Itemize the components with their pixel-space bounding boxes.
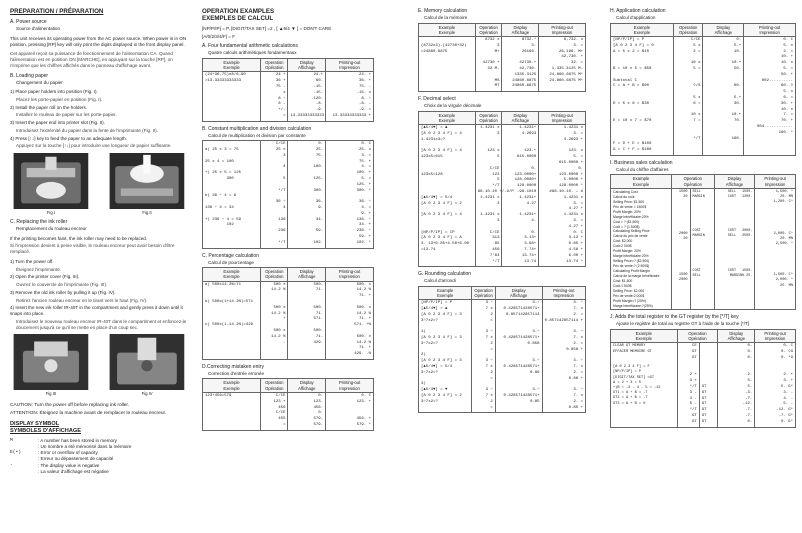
section-a-heading-fr: Quatre calculs arithmétiques fondamentaux	[208, 50, 297, 56]
loading-paper-steps	[10, 89, 188, 149]
cell-display: 0. 25. 75. 100. 125. 300. 36. 9. 34. 59. 102.	[288, 141, 326, 248]
cell-display: SELL 1500. COST 1200. COST 2000. SELL 2500. COST 1500. MARGIN% 25.	[714, 188, 755, 310]
symbol-desc-fr: : Erreur ou dépassement de capacité	[38, 456, 114, 462]
cell-display: 0. 5.+ 10. 10.+ 50. 60. 5.+ 30. 10.+ 70. 160.	[703, 37, 744, 156]
section-f-heading: F. Decimal select	[418, 96, 456, 103]
col-header: Operation Opération	[677, 329, 718, 343]
ink-roller-steps	[10, 259, 188, 330]
col-header: Operation Opération	[261, 379, 288, 393]
cell-printout: 24. + 36. + 75. - -15. x 8. ÷ -8. - -9. = 13.33333333333 +	[326, 72, 374, 121]
section-a-heading: A. Four fundamental arithmetic calculations	[202, 43, 298, 50]
column-operation-examples	[202, 8, 374, 530]
symbol-desc-fr: : La valeur d'affichage est négative	[38, 468, 109, 474]
printer-cover-illustration	[10, 334, 92, 390]
col-header: Display Affichage	[288, 58, 326, 72]
col-header: Example Exemple	[611, 175, 672, 189]
section-g-heading-fr: Calcul d'arrondi	[424, 278, 456, 284]
section-h-heading: H. Application calculation	[610, 8, 666, 14]
col-header: Example Exemple	[203, 58, 261, 72]
col-header: Example Exemple	[611, 329, 678, 343]
table-correcting	[202, 378, 374, 430]
cell-example: [▲5/4▼] = ▲ [A 0 2 3 4 F] = 4 1.4231x3=? [A 0 2 3 4 F] = 4 123x5=615 123x5=128 [▲5/4▼] = 5/4 [A 0 2 3 4 F] = 2 [A 0 2 3 4 F] = 4 [NP/P/IP] = IP [A 0 2 3 4 F] = A 3. 13+0.85+4.56+6.00 =13.74	[419, 125, 476, 267]
col-header: Operation Opération	[673, 23, 703, 37]
table-row	[203, 141, 374, 248]
table-row	[611, 188, 796, 310]
cell-example: [NP/P/IP] = P [▲5/4▼] = ▲ [A 0 2 3 4 F] = 3 3÷7x2=? 1) [A 0 2 3 4 F] = 3 3÷7x2=? 2) [A 0 2 3 4 F] = 3 [▲5/4▼] = 5/4 3÷7x2=? 3) [▲5/4▼] = ▼ [A 0 2 3 4 F] = 2 3÷7x2=?	[419, 300, 472, 413]
symbol-key: -	[10, 462, 13, 468]
section-i-heading: I. Business sales calculation	[610, 159, 673, 166]
calculator-paper-holder-illustration	[10, 153, 92, 209]
table-memory	[418, 23, 586, 93]
cell-printout: 0. C 5. x 2. = 10. + 10. x 5. = 50. + 002.......... 60. ◊ 5. x 6. = 30. + 10. x 7. = 70. + 004............ 160. *	[744, 37, 796, 156]
col-header: Example Exemple	[419, 286, 472, 300]
section-i-heading-fr: Calcul du chiffre d'affaires	[616, 166, 669, 172]
cell-operation: C/CE 5 x 2 = 10 x 5 = ◊/S 5 x 6 = 10 x 7 = */T	[673, 37, 703, 156]
step: 4) Press [↑↓] key to feed the paper to an adequate length.	[10, 135, 127, 141]
table-four-fundamental	[202, 58, 374, 122]
col-header: Display Affichage	[495, 286, 542, 300]
step-fr: Installez le rouleau de papier sur les porte-papier.	[16, 112, 117, 118]
figure-caption: Fig.III	[45, 391, 57, 397]
figure-2	[106, 153, 188, 215]
cell-operation: 24 + 36 + 75 - x 8 ÷ 6 - +/- =	[261, 72, 288, 121]
symbol-key: E(•)	[10, 450, 22, 456]
cell-operation: 3 ÷ 7 x 2 = 3 ÷ 7 x 2 = 3 ÷ 7 x 2 = 3 ÷ 7 x 2 =	[472, 300, 495, 413]
col-header: Display Affichage	[718, 329, 755, 343]
step-fr: Introduisez le nouveau rouleau encreur IR-40T dans le compartiment et enfoncez-le doucement jusqu'à ce qu'il se mette en place d'un coup sec.	[16, 318, 187, 330]
cell-operation: 500 x 14.2 % 500 x 14.2 % + 500 x 14.2 % -	[261, 281, 288, 359]
symbol-row	[10, 463, 188, 474]
column-preparation	[10, 8, 188, 530]
power-source-text-fr: Cet appareil reçoit sa puissance de fonctionnement de l'alimentation CA. Quand l'alimentation est en position ON [MARCHE], en appuyant sur la touche [RP], on n'imprime que les chiffres affichés dans le panneau d'affichage avant.	[10, 51, 173, 68]
table-row	[419, 125, 586, 267]
cell-display: 24.+ 60. -15. -15. -120. -8. -9. 13.33333333333	[288, 72, 326, 121]
step: 2) Open the printer cover (Fig. III).	[10, 274, 80, 280]
cell-printout: 3. ÷ 7. x 2. = 0.857142857114 + 3. ÷ 7. x 2. = 0.858 + 3. ÷ 7. x 2. = 0.86 + 3. ÷ 7. x 2. = 0.85 +	[542, 300, 585, 413]
table-constant	[202, 140, 374, 248]
cell-example: 123+456=579	[203, 392, 261, 430]
cell-operation: 8732 x 3 M+ 42730 + 32 M- MS MT	[475, 37, 502, 92]
figures-top	[10, 153, 188, 215]
caution-text-fr: ATTENTION: Éteignez la machine avant de remplacer le rouleau encreur.	[10, 410, 167, 416]
step-fr: Retirez l'ancien rouleau encreur en le tirant vers le haut (Fig. IV).	[16, 297, 148, 303]
table-row	[203, 281, 374, 359]
cell-printout: 1.4231 x 3. = 4.2693 + 123. x 5. = 615.0000 + 0. 123.0000 + 5.0000 + 128.0000 * #98.10.10. — # 1.4231 x 3. = 4.27 + 1.4231 x 3. = 4.27 + 0. C 3.13 + 0.85 + 4.56 + 6.00 + 13.74 *	[539, 125, 586, 267]
figure-caption: Fig.IV	[141, 391, 153, 397]
col-header: Operation Opération	[261, 58, 288, 72]
table-business-sales	[610, 174, 796, 310]
loading-paper-heading-fr: Changement du papier	[16, 79, 63, 85]
examples-title: OPERATION EXAMPLES	[202, 8, 275, 15]
cell-example: a) 25 x 3 = 75 25 x 4 = 100 +) 25 x 5 = 125 300 b) 36 ÷ 4 = 9 136 ÷ 4 = 34 +) 236 ÷ 4 = 59 102	[203, 141, 261, 248]
section-c-heading-fr: Calcul de pourcentage	[208, 259, 254, 265]
step: 4) Insert the new ink roller IR-40T in the compartment and gently press it down until it snaps into place.	[10, 305, 183, 317]
display-symbol-title: DISPLAY SYMBOL	[10, 420, 60, 427]
cell-example: a) 500x14.2%=71 b) 500x(1+14.2%)=571 c) 500x(1-14.2%)=429	[203, 281, 261, 359]
col-header: Printing-out Impression	[326, 58, 374, 72]
column-memory-decimal-rounding	[418, 8, 586, 530]
table-row	[419, 37, 586, 92]
figure-1	[10, 153, 92, 215]
power-source-text: This unit receives its operating power from the AC power source. When power is in ON position, pressing [RP] key will only print the digits displayed in the front display panel.	[10, 35, 187, 47]
col-header: Operation Opération	[672, 175, 715, 189]
step-fr: Placez les porte-papier en position (Fig. I).	[16, 96, 103, 102]
cell-display: 1.4231+ 4.2693 123.+ 615.0000 0. 123.0000+ 128.0000+ 128.0000 -98.1010 1.4231+ 4.27 1.4231+ 4. 0. 3.13+ 3.98+ 7.74+ 13.74+ 13.74	[502, 125, 539, 267]
step-fr: Introduisez l'extrémité du papier dans la fente de l'imprimante (Fig. II).	[16, 127, 158, 133]
section-f-heading-fr: Choix de la virgule décimale	[424, 103, 482, 109]
cell-display: 500. 71. 500. 71. 571. 500. 71. 429.	[288, 281, 326, 359]
section-d-heading: D.Correcting mistaken entry	[202, 363, 264, 370]
ink-roller-removal-illustration	[106, 334, 188, 390]
col-header: Operation Opération	[475, 23, 502, 37]
cell-example: [NP/P/IP] = P [A 0 2 3 4 F] = 0 A = 5 x 2 = $10 B = 10 x 5 = $50 Subtotal C C = A + B = $60 D = 5 x 6 = $30 E = 10 x 7 = $70 F = D + E = $100 G = C + F = $160	[611, 37, 674, 156]
step: 3) Insert the paper end into printer slot (Fig. II).	[10, 120, 105, 126]
col-header: Printing-out Impression	[744, 23, 796, 37]
col-header: Display Affichage	[288, 268, 326, 282]
col-header: Printing-out Impression	[326, 379, 374, 393]
cell-printout: 8,732. x 3. = 26,196. M+ 42,730. + 32. = 1,335.3125 M- 24,860.6875 M* 24,860.6875 M*	[539, 37, 586, 92]
cell-printout: 1,500. * 20. M% 1,200. C* 2,000. C* 20. M% 2,500. * 1,500. C* 2,000. * 25. M%	[755, 188, 796, 310]
col-header: Display Affichage	[288, 379, 326, 393]
paper-insert-illustration	[106, 153, 188, 209]
power-source-heading: A. Power source	[10, 19, 47, 26]
loading-paper-heading: B. Loading paper	[10, 72, 49, 79]
cell-key: SELL MARGIN COST MARGIN COST SELL	[690, 188, 714, 310]
cell-operation: C/CE 123 + 456 C/CE 455 =	[261, 392, 288, 430]
figure-caption: Fig.I	[46, 209, 56, 215]
figure-caption: Fig.II	[142, 209, 152, 215]
col-header: Printing-out Impression	[755, 175, 796, 189]
section-e-heading: E. Memory calculation	[418, 8, 468, 14]
cell-example: (8732x3)-(42730+32) =24860.6875	[419, 37, 476, 92]
preparation-title: PREPARATION / PRÉPARATION	[10, 8, 104, 15]
col-header: Display Affichage	[703, 23, 744, 37]
cell-operation: 1.4231 x 3 123 x 5 C/CE 123 5 */T 98.10.10 +/-#/P 1.4231 x 3 1.4231 x 3 C/CE 313 85 456 7'84 */T	[475, 125, 502, 267]
cell-printout: 0. C 25. x 3. = 75. + 4. = 100. + 5. = 125. + 300. * 36. ÷ 4. = 9. + 136. ÷ 34. + 236. ÷ 59. + 102. *	[326, 141, 374, 248]
cell-key: GT GT GT GT GT GT GT	[699, 343, 718, 427]
caution-block	[10, 403, 188, 417]
step-fr: Ouvrez le couvercle de l'imprimante (Fig. III).	[16, 282, 108, 288]
figure-3	[10, 334, 92, 396]
cell-example: CLEAR GT MEMORY EFFACER MEMOIRE GT [A 0 2 3 4 F] = F [NP/P/IP] = P [DIGIT/TAX SET] =GT A = 2 + 3 = 5 +)B = -3 - 4 - 5 = -12 GT1 = A + B = -7 GT2 = A + B = -7 GT3 = A + B = 0	[611, 343, 678, 427]
col-header: Example Exemple	[611, 23, 674, 37]
cell-printout: 0. C 0. ◊G 0. *G 2. + 3. + 5. G* 3. - 4. - 5. - -12. G* -7. G* 0. G*	[755, 343, 796, 427]
section-d-heading-fr: Correction d'entrée erronée	[208, 370, 265, 376]
col-header: Display Affichage	[714, 175, 755, 189]
col-header: Operation Opération	[475, 111, 502, 125]
section-b-heading: B. Constant multiplication and division calculation	[202, 125, 312, 132]
ink-roller-text: If the printing becomes faint, the ink roller may need to be replaced.	[10, 235, 148, 241]
col-header: Printing-out Impression	[326, 268, 374, 282]
symbol-list	[10, 438, 188, 474]
ink-roller-heading-fr: Remplacement du rouleau encreur	[16, 226, 87, 232]
step-fr: Éteignez l'imprimante.	[16, 266, 62, 272]
symbol-desc-fr: : Un nombre a été mémorisé dans la mémoire	[38, 443, 132, 449]
cell-operation: C/CE 25 x 3 4 5 */T 36 ÷ 4 136 236 */T	[261, 141, 288, 248]
symbol-desc: : The display value is negative	[38, 462, 100, 468]
cell-example: Calculating Cost Calcul du coût Selling Price: $1,500 Prix de vente = 1500$ Profit Margin: 20% Marge bénéficiaire:20% Cost = ? ($1,500) Coût = ? (1 500$) Calculating Selling Price Calcul du prix de vente Cost: $2,000 Coût:2 000$ Profit Margin: 20% Marge bénéficiaire:20% Selling Price=? ($2,500) Prix de vente:? (2 500$) Calculating Profit Margin Calcul de la marge bénéficiaire Cost: $1,500 Coût:1 500$ Selling Price: $2,000 Prix de vente:2 000$ Profit Margin=? (25%) Marge bénéficiaire:?(25%)	[611, 188, 672, 310]
col-header: Printing-out Impression	[755, 329, 796, 343]
col-header: Operation Opération	[261, 268, 288, 282]
step-fr: Appuyez sur la touche [↑↓] pour introduire une longueur de papier suffisante.	[16, 143, 172, 149]
symbol-desc: : A number has been stored in memory	[38, 437, 117, 443]
cell-printout: 500. x 14.2 % 71. + 500. x 14.2 % 71. + 571. +% 500. x 14.2 % 71. + 429. -%	[326, 281, 374, 359]
cell-operation: 1500 20 2000 20 1500 2000	[672, 188, 691, 310]
step: 2) Install the paper roll on the holders.	[10, 104, 88, 110]
cell-example: (24+36-75)x8/6-90 =13.33333333333	[203, 72, 261, 121]
cell-display: 0. 0. 0. 2. 5. 5. -3. -7. -12. -7. -7. 0.	[718, 343, 755, 427]
col-header: Printing-out Impression	[539, 23, 586, 37]
table-row	[419, 300, 586, 413]
table-decimal-select	[418, 111, 586, 268]
col-header: Example Exemple	[203, 268, 261, 282]
col-header: Operation Opération	[472, 286, 495, 300]
section-h-heading-fr: Calcul d'application	[616, 15, 656, 20]
column-applications	[610, 8, 796, 530]
figures-bottom	[10, 334, 188, 396]
cell-display: 8732.* 3. 26196. 42730.+ 42,730. 1335.3125 24860.6875 24860.6875	[502, 37, 539, 92]
symbol-key: M	[10, 437, 13, 443]
symbol-row	[10, 438, 188, 449]
figure-4	[106, 334, 188, 396]
col-header: Printing-out Impression	[542, 286, 585, 300]
examples-title-fr: EXEMPLES DE CALCUL	[202, 15, 274, 23]
table-percentage	[202, 267, 374, 360]
col-header: Display Affichage	[502, 111, 539, 125]
cell-display: 0. 123. 456. 0. 579. 579.	[288, 392, 326, 430]
table-gt-register	[610, 329, 796, 428]
cell-operation: CE GT GT 2 + 3 + */T 3 - 4 - 5 - */T GT GT	[677, 343, 699, 427]
symbol-desc: : Error or overflow of capacity	[38, 450, 98, 456]
settings-line: [A/0/2/3/4/F] = F	[202, 33, 236, 39]
cell-display: 3.÷ 0.428571428571+ 0.857142857114 3.÷ 0.428571428571+ 0.858 3.÷ 0.428571428571+ 0.86 3.÷ 0.428571428571+ 0.85	[495, 300, 542, 413]
table-rounding	[418, 286, 586, 414]
display-symbol-title-fr: SYMBOLES D'AFFICHAGE	[10, 428, 81, 435]
section-j-heading: J. Adds the total register to the GT register by the [*/T] key	[610, 314, 739, 321]
section-g-heading: G. Rounding calculation	[418, 271, 472, 278]
section-b-heading-fr: Calcul de multiplication et division par constante	[208, 132, 306, 138]
symbol-row	[10, 450, 188, 461]
step: 1) Place paper holders into position (Fig. I).	[10, 89, 98, 95]
table-row	[611, 343, 796, 427]
step: 3) Remove the old ink roller by pulling it up (Fig. IV).	[10, 289, 116, 295]
table-application	[610, 23, 796, 156]
section-e-heading-fr: Calcul de la mémoire	[424, 15, 468, 20]
col-header: Printing-out Impression	[539, 111, 586, 125]
table-row	[611, 37, 796, 156]
col-header: Example Exemple	[419, 111, 476, 125]
col-header: Display Affichage	[502, 23, 539, 37]
table-row	[203, 72, 374, 121]
step: 1) Turn the power off.	[10, 258, 54, 264]
table-row	[203, 392, 374, 430]
col-header: Example Exemple	[203, 379, 261, 393]
section-c-heading: C. Percentage calculation	[202, 252, 259, 259]
col-header: Example Exemple	[419, 23, 476, 37]
ink-roller-text-fr: Si l'impression devient à peine visible, le rouleau encreur peut avoir besoin d'être remplacé.	[10, 243, 175, 255]
cell-printout: 0. C 123. + 456. + 579. *	[326, 392, 374, 430]
settings-line: [NP/P/IP] = P, [DIGIT/TAX SET] =2 , [ ▲5/4 ▼ ] = DON'T CARE	[202, 25, 332, 31]
ink-roller-heading: C. Replacing the ink roller	[10, 219, 68, 226]
caution-text: CAUTION: Turn the power off before replacing ink roller.	[10, 402, 130, 408]
power-source-heading-fr: Source d'alimentation	[16, 26, 61, 32]
section-j-heading-fr: Ajoute le registre de total au registre GT à l'aide de la touche [*/T]	[616, 321, 750, 327]
